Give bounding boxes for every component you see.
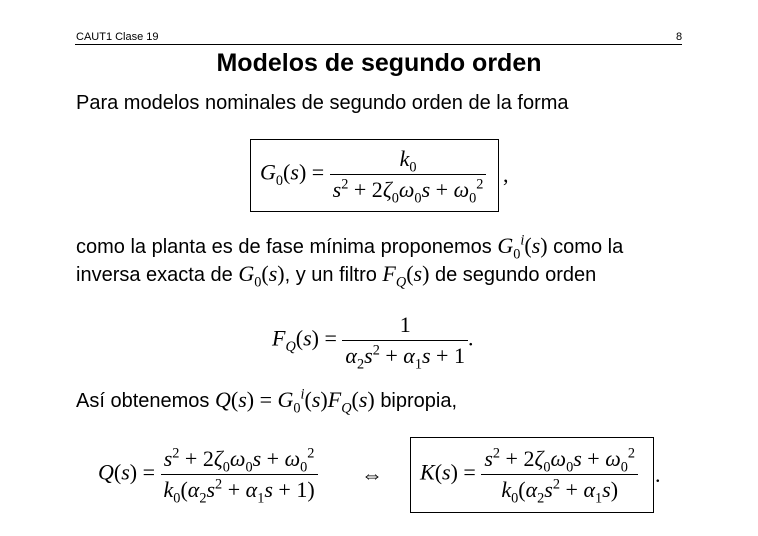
page-title: Modelos de segundo orden [216,49,542,77]
equation-fq: $F_Q(s)$ = $\frac{1}{\alpha_2s^2 + \alpha_1s + 1}$ . [272,312,474,373]
page-number: 8 [676,31,683,43]
equation-g0-comma: , [503,162,509,187]
equation-k: K(s) = $\frac{s^2 + 2\zeta_0\omega_0s + \omega_0^2}{k_0(\alpha_2s^2 + \alpha_1s)}$ [420,446,638,503]
equation-k-period: . [655,462,661,487]
paragraph-intro: Para modelos nominales de segundo orden de la forma [76,92,569,114]
header-course-label: CAUT1 Clase 19 [76,31,159,43]
paragraph-proposal: como la planta es de fase mínima proponemos $G_0^i(s)$ como la [76,232,624,263]
equation-q: Q(s) = $\frac{s^2 + 2\zeta_0\omega_0s + \omega_0^2}{k_0(\alpha_2s^2 + \alpha_1s + 1)}$ [98,446,318,503]
equation-g0: $G_0(s)$ = $\frac{k_0}{s^2 + 2\zeta_0\omega_0s + \omega_0^2}$ [260,146,486,203]
equivalence-symbol: ⇔ [361,462,383,487]
paragraph-filter: inversa exacta de $G_0(s)$, y un filtro $F_Q(s)$ de segundo orden [76,261,597,291]
header-rule [75,44,682,45]
paragraph-result: Así obtenemos $Q(s) = G_0^i(s)F_Q(s)$ bipropia, [76,386,458,417]
